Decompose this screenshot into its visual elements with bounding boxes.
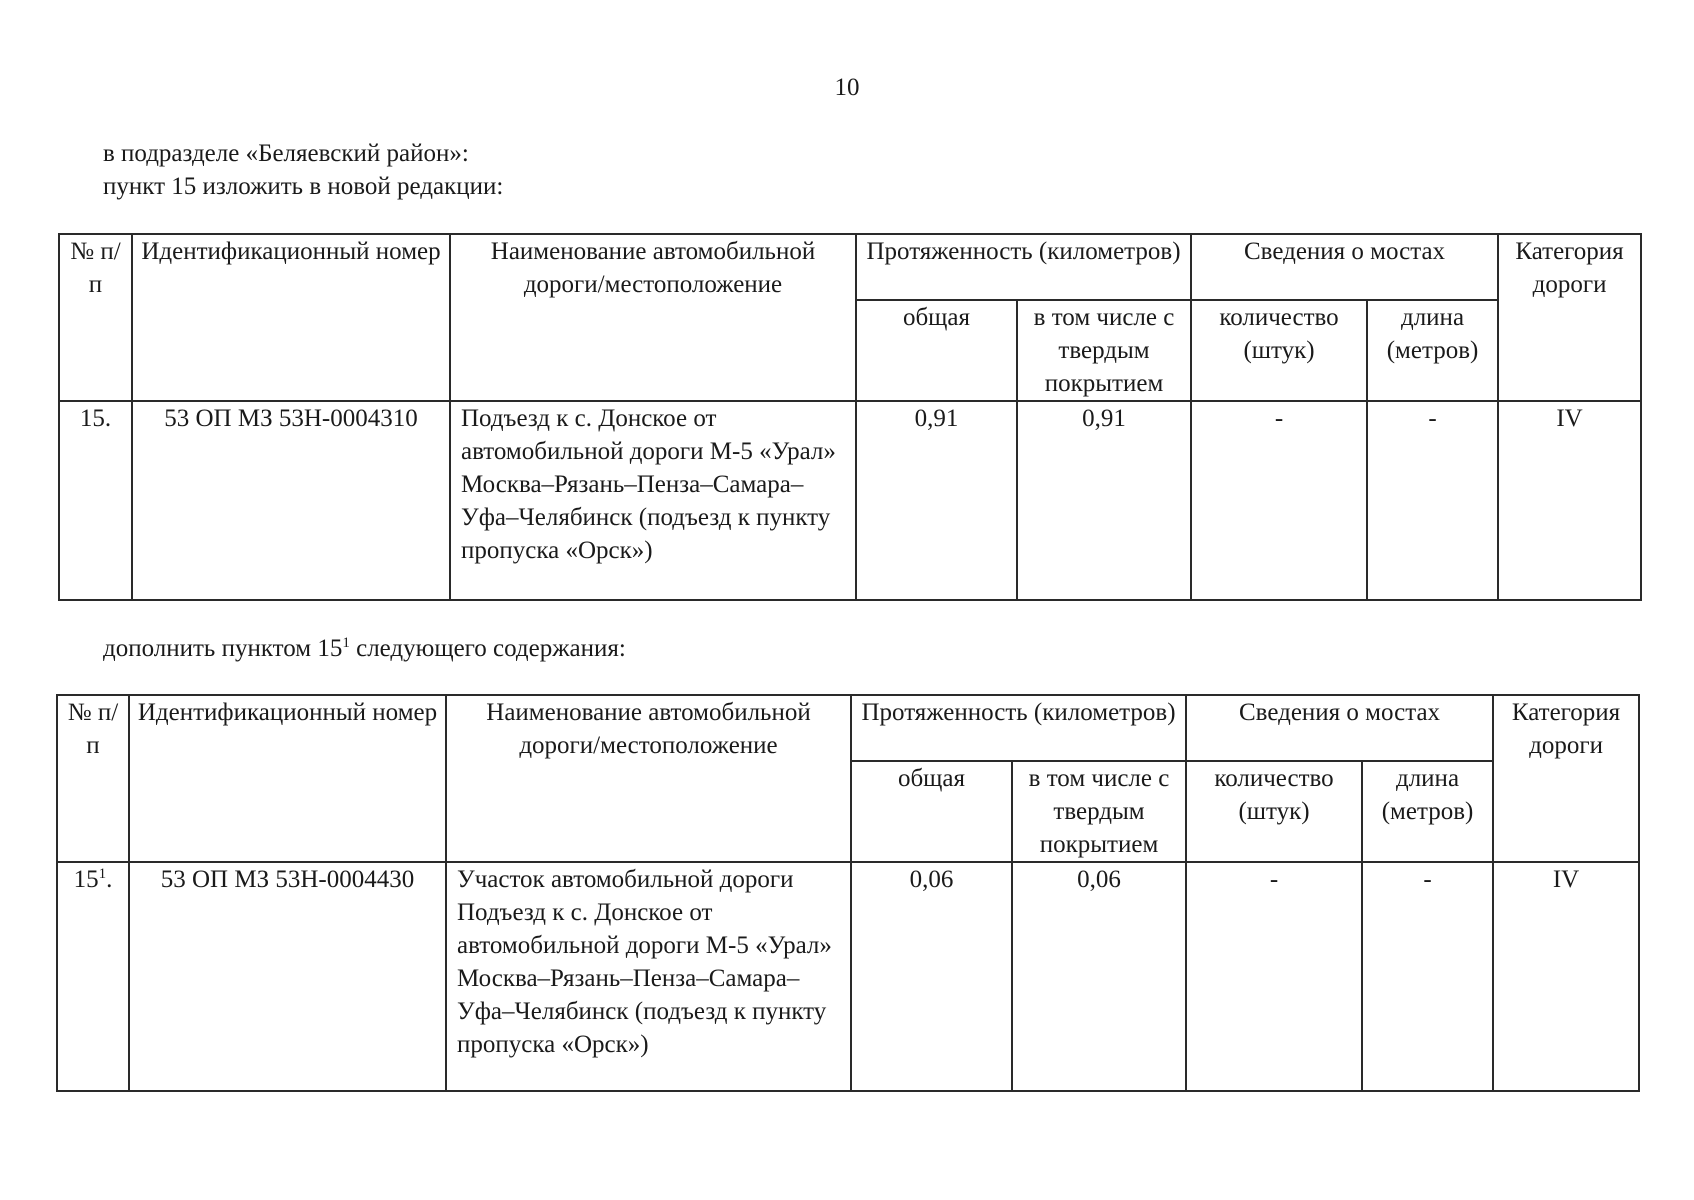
header-bridges-count: количество (штук) [1186, 761, 1362, 862]
row-id: 53 ОП МЗ 53Н-0004430 [129, 862, 446, 1091]
header-id: Идентификационный номер [129, 695, 446, 862]
row-length-total: 0,06 [851, 862, 1012, 1091]
supplement-text-before: дополнить пунктом 15 [103, 635, 343, 662]
row-bridges-length: - [1367, 401, 1498, 600]
header-length-total: общая [856, 300, 1017, 401]
table-row [57, 862, 1639, 1091]
table-row [59, 401, 1641, 600]
header-bridges-length: длина (метров) [1362, 761, 1493, 862]
header-bridges-group: Сведения о мостах [1191, 234, 1498, 300]
intro-subsection-line: в подразделе «Беляевский район»: [103, 140, 469, 167]
row-num-suffix: . [106, 866, 113, 893]
row-length-paved: 0,91 [1017, 401, 1191, 600]
row-bridges-length: - [1362, 862, 1493, 1091]
row-category: IV [1498, 401, 1641, 600]
row-num [57, 862, 129, 1091]
header-bridges-length: длина (метров) [1367, 300, 1498, 401]
supplement-instruction-line [103, 635, 626, 663]
road-table-item-15 [58, 233, 1642, 601]
header-bridges-count: количество (штук) [1191, 300, 1367, 401]
intro-instruction-line: пункт 15 изложить в новой редакции: [103, 173, 504, 200]
page-number: 10 [834, 74, 860, 101]
row-id: 53 ОП МЗ 53Н-0004310 [132, 401, 450, 600]
row-num-main: 15 [73, 866, 99, 893]
road-table-item-15-1 [56, 694, 1640, 1092]
header-bridges-group: Сведения о мостах [1186, 695, 1493, 761]
row-bridges-count: - [1191, 401, 1367, 600]
header-id: Идентификационный номер [132, 234, 450, 401]
header-name: Наименование автомобильной дороги/местоположение [446, 695, 851, 862]
row-length-total: 0,91 [856, 401, 1017, 600]
header-num: № п/п [57, 695, 129, 862]
header-category: Категория дороги [1498, 234, 1641, 401]
header-category: Категория дороги [1493, 695, 1639, 862]
header-length-paved: в том числе с твердым покрытием [1012, 761, 1186, 862]
row-road-name: Подъезд к с. Донское от автомобильной дороги М-5 «Урал» Москва–Рязань–Пенза–Самара–Уфа–Челябинск (подъезд к пункту пропуска «Орск») [450, 401, 856, 600]
header-length-group: Протяженность (километров) [851, 695, 1186, 761]
row-length-paved: 0,06 [1012, 862, 1186, 1091]
header-name: Наименование автомобильной дороги/местоположение [450, 234, 856, 401]
header-length-group: Протяженность (километров) [856, 234, 1191, 300]
header-length-total: общая [851, 761, 1012, 862]
row-num-superscript: 1 [98, 866, 107, 882]
row-bridges-count: - [1186, 862, 1362, 1091]
header-num: № п/п [59, 234, 132, 401]
row-category: IV [1493, 862, 1639, 1091]
supplement-text-after: следующего содержания: [349, 635, 626, 662]
row-num: 15. [59, 401, 132, 600]
supplement-superscript: 1 [342, 635, 350, 651]
row-road-name: Участок автомобильной дороги Подъезд к с. Донское от автомобильной дороги М-5 «Урал» Москва–Рязань–Пенза–Самара–Уфа–Челябинск (подъезд к пункту пропуска «Орск») [446, 862, 851, 1091]
header-length-paved: в том числе с твердым покрытием [1017, 300, 1191, 401]
